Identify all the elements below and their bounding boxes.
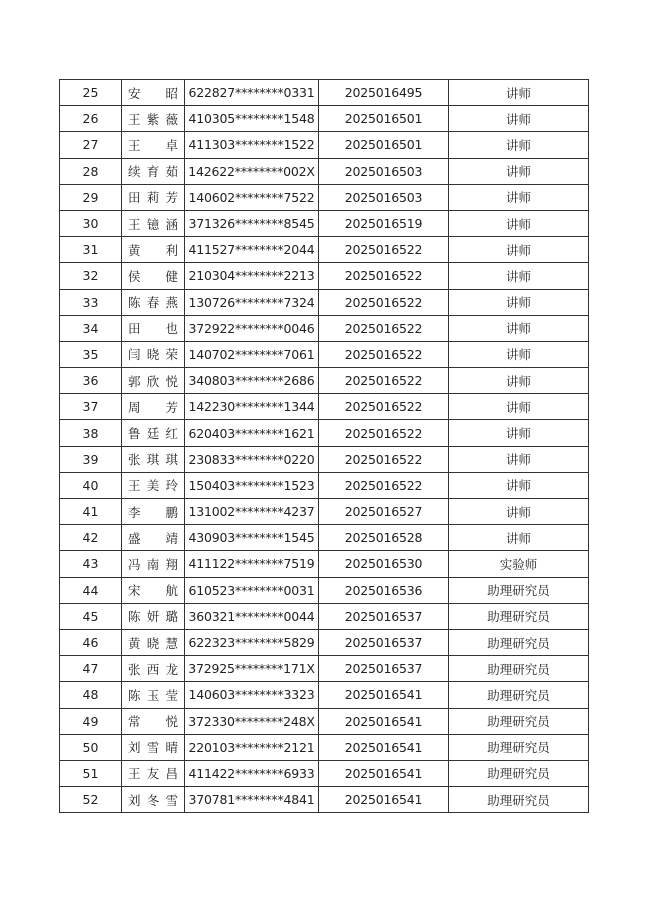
name-character: 悦 [165,373,178,389]
name-cell [122,263,185,289]
job-title-cell: 讲师 [449,446,589,472]
name-characters [128,791,178,809]
name-characters [128,529,178,547]
name-character: 安 [128,85,141,101]
id-number-cell: 372925********171X [185,656,319,682]
ticket-number-cell: 2025016527 [319,499,449,525]
id-number-cell: 340803********2686 [185,368,319,394]
name-character: 周 [128,399,141,415]
name-character: 雪 [146,740,160,756]
table-row [60,237,589,263]
ticket-number-cell: 2025016495 [319,80,449,106]
name-character: 冬 [146,792,160,808]
row-number-cell: 51 [60,760,122,786]
row-number-cell: 46 [60,629,122,655]
table-row [60,158,589,184]
id-number-cell: 372922********0046 [185,315,319,341]
roster-table-body [60,80,589,813]
id-number-cell: 411422********6933 [185,760,319,786]
table-row [60,629,589,655]
name-character: 荣 [165,347,178,363]
name-character: 紫 [146,111,160,127]
row-number-cell: 31 [60,237,122,263]
id-number-cell: 411122********7519 [185,551,319,577]
id-number-cell: 140702********7061 [185,341,319,367]
job-title-cell: 讲师 [449,499,589,525]
name-characters [128,372,178,390]
id-number-cell: 210304********2213 [185,263,319,289]
name-cell [122,708,185,734]
name-character: 田 [128,321,141,337]
job-title-cell: 助理研究员 [449,577,589,603]
job-title-cell: 助理研究员 [449,787,589,813]
table-row [60,577,589,603]
name-characters [128,319,178,337]
name-character: 李 [128,504,141,520]
name-characters [128,476,178,494]
name-cell [122,787,185,813]
ticket-number-cell: 2025016537 [319,603,449,629]
table-row [60,472,589,498]
row-number-cell: 39 [60,446,122,472]
name-character: 芳 [165,190,178,206]
name-characters [128,424,178,442]
ticket-number-cell: 2025016503 [319,184,449,210]
name-character: 璐 [165,609,178,625]
ticket-number-cell: 2025016503 [319,158,449,184]
name-character: 王 [128,137,141,153]
id-number-cell: 150403********1523 [185,472,319,498]
job-title-cell: 讲师 [449,289,589,315]
name-character: 王 [128,766,141,782]
name-character: 晓 [146,635,160,651]
job-title-cell: 讲师 [449,341,589,367]
name-character: 陈 [128,295,141,311]
id-number-cell: 410305********1548 [185,106,319,132]
table-row [60,210,589,236]
name-character: 宋 [128,583,141,599]
table-row [60,184,589,210]
name-character: 航 [165,583,178,599]
ticket-number-cell: 2025016501 [319,132,449,158]
ticket-number-cell: 2025016519 [319,210,449,236]
table-row [60,263,589,289]
row-number-cell: 45 [60,603,122,629]
name-character: 刘 [128,740,141,756]
id-number-cell: 140603********3323 [185,682,319,708]
name-character: 慧 [165,635,178,651]
name-character: 利 [165,242,178,258]
ticket-number-cell: 2025016522 [319,394,449,420]
name-characters [128,503,178,521]
name-characters [128,450,178,468]
name-cell [122,577,185,603]
name-character: 玲 [165,478,178,494]
row-number-cell: 29 [60,184,122,210]
ticket-number-cell: 2025016522 [319,446,449,472]
job-title-cell: 讲师 [449,237,589,263]
name-character: 黄 [128,242,141,258]
name-character: 南 [146,556,160,572]
name-character: 龙 [165,661,178,677]
table-row [60,315,589,341]
table-row [60,341,589,367]
row-number-cell: 26 [60,106,122,132]
name-characters [128,555,178,573]
row-number-cell: 37 [60,394,122,420]
name-character: 陈 [128,687,141,703]
ticket-number-cell: 2025016501 [319,106,449,132]
ticket-number-cell: 2025016536 [319,577,449,603]
table-row [60,787,589,813]
row-number-cell: 42 [60,525,122,551]
ticket-number-cell: 2025016522 [319,237,449,263]
name-character: 芳 [165,399,178,415]
id-number-cell: 372330********248X [185,708,319,734]
table-row [60,289,589,315]
name-cell [122,629,185,655]
roster-table [59,79,589,813]
name-cell [122,394,185,420]
name-cell [122,446,185,472]
name-character: 陈 [128,609,141,625]
name-character: 琪 [165,452,178,468]
table-row [60,760,589,786]
id-number-cell: 140602********7522 [185,184,319,210]
ticket-number-cell: 2025016541 [319,787,449,813]
name-character: 莉 [146,190,160,206]
job-title-cell: 助理研究员 [449,603,589,629]
name-cell [122,315,185,341]
job-title-cell: 讲师 [449,132,589,158]
name-character: 昭 [165,85,178,101]
name-character: 镱 [146,216,160,232]
row-number-cell: 35 [60,341,122,367]
job-title-cell: 讲师 [449,210,589,236]
name-character: 张 [128,661,141,677]
name-character: 友 [146,766,160,782]
name-character: 晓 [146,347,160,363]
name-characters [128,634,178,652]
id-number-cell: 230833********0220 [185,446,319,472]
name-characters [128,686,178,704]
job-title-cell: 讲师 [449,368,589,394]
name-characters [128,136,178,154]
name-character: 莹 [165,687,178,703]
id-number-cell: 371326********8545 [185,210,319,236]
name-character: 盛 [128,530,141,546]
name-cell [122,656,185,682]
name-character: 涵 [165,216,178,232]
name-character: 常 [128,714,141,730]
name-cell [122,237,185,263]
name-character: 田 [128,190,141,206]
row-number-cell: 41 [60,499,122,525]
name-characters [128,660,178,678]
name-character: 玉 [146,687,160,703]
row-number-cell: 49 [60,708,122,734]
id-number-cell: 430903********1545 [185,525,319,551]
id-number-cell: 130726********7324 [185,289,319,315]
name-character: 廷 [146,426,160,442]
name-characters [128,110,178,128]
job-title-cell: 讲师 [449,184,589,210]
name-character: 晴 [165,740,178,756]
name-character: 张 [128,452,141,468]
name-character: 健 [165,268,178,284]
name-characters [128,607,178,625]
name-characters [128,738,178,756]
name-cell [122,472,185,498]
name-cell [122,210,185,236]
id-number-cell: 131002********4237 [185,499,319,525]
name-cell [122,132,185,158]
job-title-cell: 助理研究员 [449,708,589,734]
job-title-cell: 讲师 [449,106,589,132]
job-title-cell: 助理研究员 [449,682,589,708]
name-character: 王 [128,216,141,232]
row-number-cell: 27 [60,132,122,158]
table-row [60,499,589,525]
name-character: 也 [165,321,178,337]
id-number-cell: 610523********0031 [185,577,319,603]
ticket-number-cell: 2025016541 [319,708,449,734]
name-characters [128,188,178,206]
name-cell [122,734,185,760]
name-characters [128,162,178,180]
name-character: 黄 [128,635,141,651]
row-number-cell: 52 [60,787,122,813]
table-row [60,525,589,551]
row-number-cell: 48 [60,682,122,708]
ticket-number-cell: 2025016541 [319,760,449,786]
ticket-number-cell: 2025016522 [319,315,449,341]
name-character: 西 [146,661,160,677]
name-character: 鹏 [165,504,178,520]
job-title-cell: 讲师 [449,525,589,551]
table-row [60,132,589,158]
name-character: 欣 [146,373,160,389]
name-characters [128,345,178,363]
name-characters [128,241,178,259]
name-character: 薇 [165,111,178,127]
name-cell [122,106,185,132]
row-number-cell: 25 [60,80,122,106]
id-number-cell: 622323********5829 [185,629,319,655]
row-number-cell: 32 [60,263,122,289]
name-character: 燕 [165,295,178,311]
job-title-cell: 讲师 [449,158,589,184]
row-number-cell: 30 [60,210,122,236]
name-cell [122,499,185,525]
id-number-cell: 360321********0044 [185,603,319,629]
row-number-cell: 44 [60,577,122,603]
name-character: 刘 [128,792,141,808]
id-number-cell: 411527********2044 [185,237,319,263]
name-characters [128,712,178,730]
job-title-cell: 助理研究员 [449,629,589,655]
table-row [60,603,589,629]
id-number-cell: 370781********4841 [185,787,319,813]
name-character: 王 [128,478,141,494]
row-number-cell: 47 [60,656,122,682]
name-cell [122,682,185,708]
name-character: 妍 [146,609,160,625]
job-title-cell: 助理研究员 [449,760,589,786]
table-row [60,420,589,446]
row-number-cell: 43 [60,551,122,577]
name-character: 靖 [165,530,178,546]
name-character: 王 [128,111,141,127]
name-character: 冯 [128,556,141,572]
name-character: 育 [146,164,160,180]
ticket-number-cell: 2025016522 [319,341,449,367]
row-number-cell: 36 [60,368,122,394]
job-title-cell: 讲师 [449,394,589,420]
table-row [60,368,589,394]
job-title-cell: 讲师 [449,472,589,498]
table-row [60,80,589,106]
row-number-cell: 33 [60,289,122,315]
name-cell [122,551,185,577]
name-characters [128,581,178,599]
ticket-number-cell: 2025016530 [319,551,449,577]
name-cell [122,341,185,367]
name-character: 昌 [165,766,178,782]
row-number-cell: 38 [60,420,122,446]
name-cell [122,80,185,106]
table-row [60,656,589,682]
name-character: 闫 [128,347,141,363]
ticket-number-cell: 2025016537 [319,629,449,655]
name-character: 翔 [165,556,178,572]
table-row [60,708,589,734]
name-characters [128,267,178,285]
name-character: 春 [146,295,160,311]
name-character: 悦 [165,714,178,730]
ticket-number-cell: 2025016541 [319,682,449,708]
name-cell [122,289,185,315]
job-title-cell: 讲师 [449,315,589,341]
table-row [60,446,589,472]
name-characters [128,293,178,311]
name-cell [122,158,185,184]
ticket-number-cell: 2025016522 [319,263,449,289]
name-cell [122,760,185,786]
job-title-cell: 讲师 [449,420,589,446]
name-character: 红 [165,426,178,442]
job-title-cell: 助理研究员 [449,734,589,760]
name-character: 郭 [128,373,141,389]
name-character: 琪 [146,452,160,468]
ticket-number-cell: 2025016522 [319,420,449,446]
job-title-cell: 助理研究员 [449,656,589,682]
id-number-cell: 142230********1344 [185,394,319,420]
job-title-cell: 实验师 [449,551,589,577]
row-number-cell: 28 [60,158,122,184]
name-character: 美 [146,478,160,494]
id-number-cell: 411303********1522 [185,132,319,158]
name-character: 鲁 [128,426,141,442]
ticket-number-cell: 2025016537 [319,656,449,682]
job-title-cell: 讲师 [449,80,589,106]
id-number-cell: 622827********0331 [185,80,319,106]
table-row [60,682,589,708]
name-character: 茹 [165,164,178,180]
name-character: 续 [128,164,141,180]
ticket-number-cell: 2025016522 [319,368,449,394]
job-title-cell: 讲师 [449,263,589,289]
id-number-cell: 142622********002X [185,158,319,184]
name-characters [128,215,178,233]
name-character: 卓 [165,137,178,153]
row-number-cell: 50 [60,734,122,760]
name-characters [128,398,178,416]
ticket-number-cell: 2025016522 [319,289,449,315]
id-number-cell: 220103********2121 [185,734,319,760]
ticket-number-cell: 2025016528 [319,525,449,551]
name-cell [122,603,185,629]
table-row [60,551,589,577]
name-cell [122,184,185,210]
row-number-cell: 34 [60,315,122,341]
id-number-cell: 620403********1621 [185,420,319,446]
table-row [60,106,589,132]
name-cell [122,420,185,446]
name-character: 雪 [165,792,178,808]
ticket-number-cell: 2025016522 [319,472,449,498]
name-characters [128,84,178,102]
name-cell [122,525,185,551]
table-row [60,734,589,760]
ticket-number-cell: 2025016541 [319,734,449,760]
name-character: 侯 [128,268,141,284]
row-number-cell: 40 [60,472,122,498]
table-row [60,394,589,420]
name-cell [122,368,185,394]
name-characters [128,764,178,782]
